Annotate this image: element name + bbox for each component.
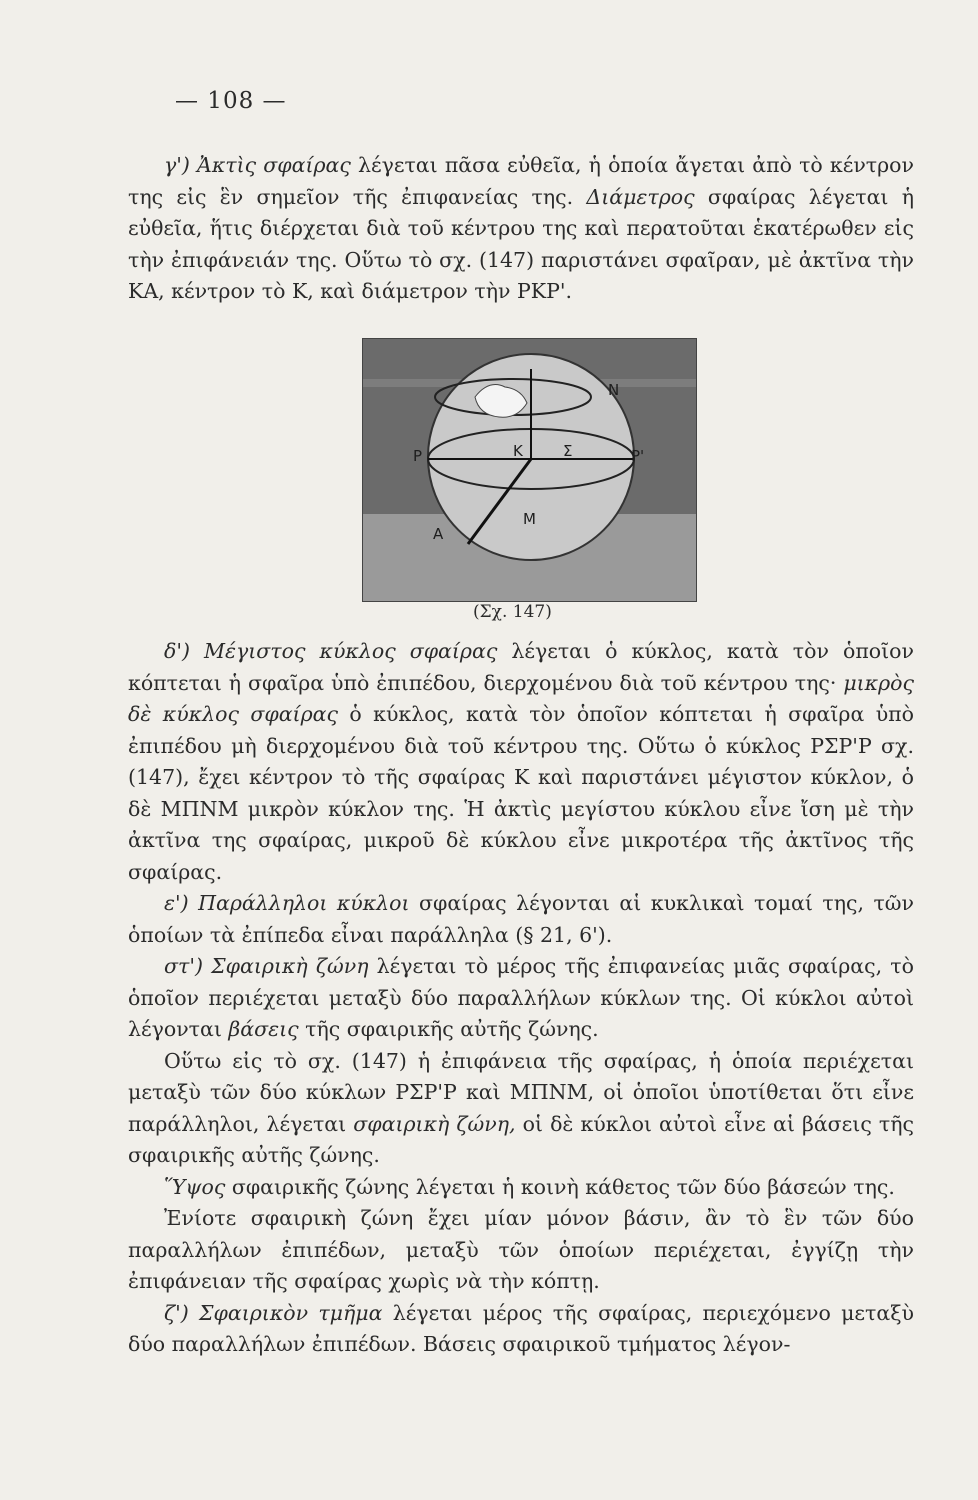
paragraph-text: Οὕτω εἰς τὸ σχ. (147) ἡ ἐπιφάνεια τῆς σφαίρας, ἡ ὁποία περιέχεται μεταξὺ τῶν δύο κύκλων ΡΣΡ'Ρ καὶ ΜΠΝΜ, οἱ ὁποῖοι ὑποτίθεται ὅτι εἶνε παράλληλοι, λέγεται (128, 1048, 914, 1136)
paragraph-text: Ἐνίοτε σφαιρικὴ ζώνη ἔχει μίαν μόνον βάσιν, ἂν τὸ ἓν τῶν δύο παραλλήλων ἐπιπέδων, μεταξὺ τῶν ὁποίων περιέχεται, ἐγγίζῃ τὴν ἐπιφάνειαν τῆς σφαίρας χωρὶς νὰ τὴν κόπτῃ. (128, 1206, 914, 1293)
paragraph-marker: ζ') (164, 1300, 189, 1325)
paragraph-text: σφαιρικῆς ζώνης λέγεται ἡ κοινὴ κάθετος τῶν δύο βάσεών της. (225, 1174, 895, 1199)
term-sfairiki-zoni: Σφαιρικὴ ζώνη (211, 954, 369, 978)
sphere-diagram (363, 339, 696, 601)
paragraph-text-2: ὁ κύκλος, κατὰ τὸν ὁποῖον κόπτεται ἡ σφαῖρα ὑπὸ ἐπιπέδου μὴ διερχομένου διὰ τοῦ κέντρου της. Οὕτω ὁ κύκλος ΡΣΡ'Ρ σχ. (147), ἔχει κέντρον τὸ τῆς σφαίρας Κ καὶ παριστάνει μέγιστον κύκλον, ὁ δὲ ΜΠΝΜ μικρὸν κύκλον της. Ἡ ἀκτὶς μεγίστου κύκλου εἶνε ἴση μὲ τὴν ἀκτῖνα της σφαίρας, μικροῦ δὲ κύκλου εἶνε μικροτέρα τῆς ἀκτῖνος τῆς σφαίρας. (128, 702, 915, 884)
paragraph-text: λέγεται ὁ κύκλος, κατὰ τὸν ὁποῖον κόπτεται ἡ σφαῖρα ὑπὸ ἐπιπέδου, διερχομένου διὰ τοῦ κέντρου της· (128, 639, 914, 695)
paragraph-st (128, 951, 914, 1046)
label-K: K (513, 442, 523, 460)
label-A: A (433, 525, 444, 543)
term-aktis: Ἀκτὶς σφαίρας (197, 153, 351, 177)
text-block-top (128, 150, 914, 308)
paragraph-marker: δ') (164, 639, 190, 663)
paragraph-epsilon (128, 888, 914, 951)
paragraph-text-2: σφαίρας λέγεται ἡ εὐθεῖα, ἥτις διέρχεται διὰ τοῦ κέντρου της καὶ περατοῦται ἑκατέρωθεν εἰς τὴν ἐπιφάνειάν της. Οὕτω τὸ σχ. (147) παριστάνει σφαῖραν, μὲ ἀκτῖνα τὴν ΚΑ, κέντρον τὸ Κ, καὶ διάμετρον τὴν ΡΚΡ'. (128, 184, 914, 303)
paragraph-text-2: οἱ δὲ κύκλοι αὐτοὶ εἶνε αἱ βάσεις τῆς σφαιρικῆς αὐτῆς ζώνης. (128, 1111, 914, 1167)
paragraph-delta (128, 636, 914, 888)
paragraph-text: σφαίρας λέγονται αἱ κυκλικαὶ τομαί της, τῶν ὁποίων τὰ ἐπίπεδα εἶναι παράλληλα (§ 21, 6'). (128, 891, 914, 947)
label-M: M (523, 510, 536, 528)
paragraph-text-2: τῆς σφαιρικῆς αὐτῆς ζώνης. (298, 1017, 599, 1041)
page-number: — 108 — (175, 88, 287, 114)
label-sigma: Σ (563, 442, 573, 460)
paragraph-eniote (128, 1203, 914, 1298)
term-sfairiki-zoni-2: σφαιρικὴ ζώνη, (353, 1111, 516, 1136)
paragraph-marker: στ') (164, 954, 203, 978)
paragraph-zeta (128, 1298, 914, 1361)
paragraph-gamma (128, 150, 914, 308)
paragraph-outo (128, 1046, 914, 1172)
paragraph-text: λέγεται πᾶσα εὐθεῖα, ἡ ὁποία ἄγεται ἀπὸ τὸ κέντρον της εἰς ἓν σημεῖον τῆς ἐπιφανείας της. (128, 153, 914, 209)
figure-caption: (Σχ. 147) (473, 602, 552, 622)
term-sfairikon-tmima: Σφαιρικὸν τμῆμα (199, 1300, 383, 1325)
term-megistos-kyklos: Μέγιστος κύκλος σφαίρας (204, 639, 498, 663)
paragraph-ypsos (128, 1172, 914, 1204)
term-vaseis: βάσεις (228, 1017, 299, 1041)
paragraph-marker: γ') (164, 153, 190, 177)
term-ypsos: Ὕψος (164, 1174, 226, 1199)
paragraph-text: λέγεται τὸ μέρος τῆς ἐπιφανείας μιᾶς σφαίρας, τὸ ὁποῖον περιέχεται μεταξὺ δύο παραλλήλων κύκλων της. Οἱ κύκλοι αὐτοὶ λέγονται (128, 954, 914, 1041)
term-mikros-kyklos: μικρὸς δὲ κύκλος σφαίρας (128, 670, 914, 726)
paragraph-marker: ε') (164, 891, 189, 915)
label-N: N (608, 381, 620, 399)
term-diametros: Διάμετρος (586, 184, 695, 209)
sphere-figure (362, 338, 697, 602)
label-P-left: P (413, 447, 423, 465)
paragraph-text: λέγεται μέρος τῆς σφαίρας, περιεχόμενο μεταξὺ δύο παραλλήλων ἐπιπέδων. Βάσεις σφαιρικοῦ τμήματος λέγον- (128, 1300, 914, 1356)
term-parallhloi-kykloi: Παράλληλοι κύκλοι (198, 891, 410, 915)
text-block-bottom (128, 636, 914, 1361)
label-P-right: P' (631, 447, 645, 465)
